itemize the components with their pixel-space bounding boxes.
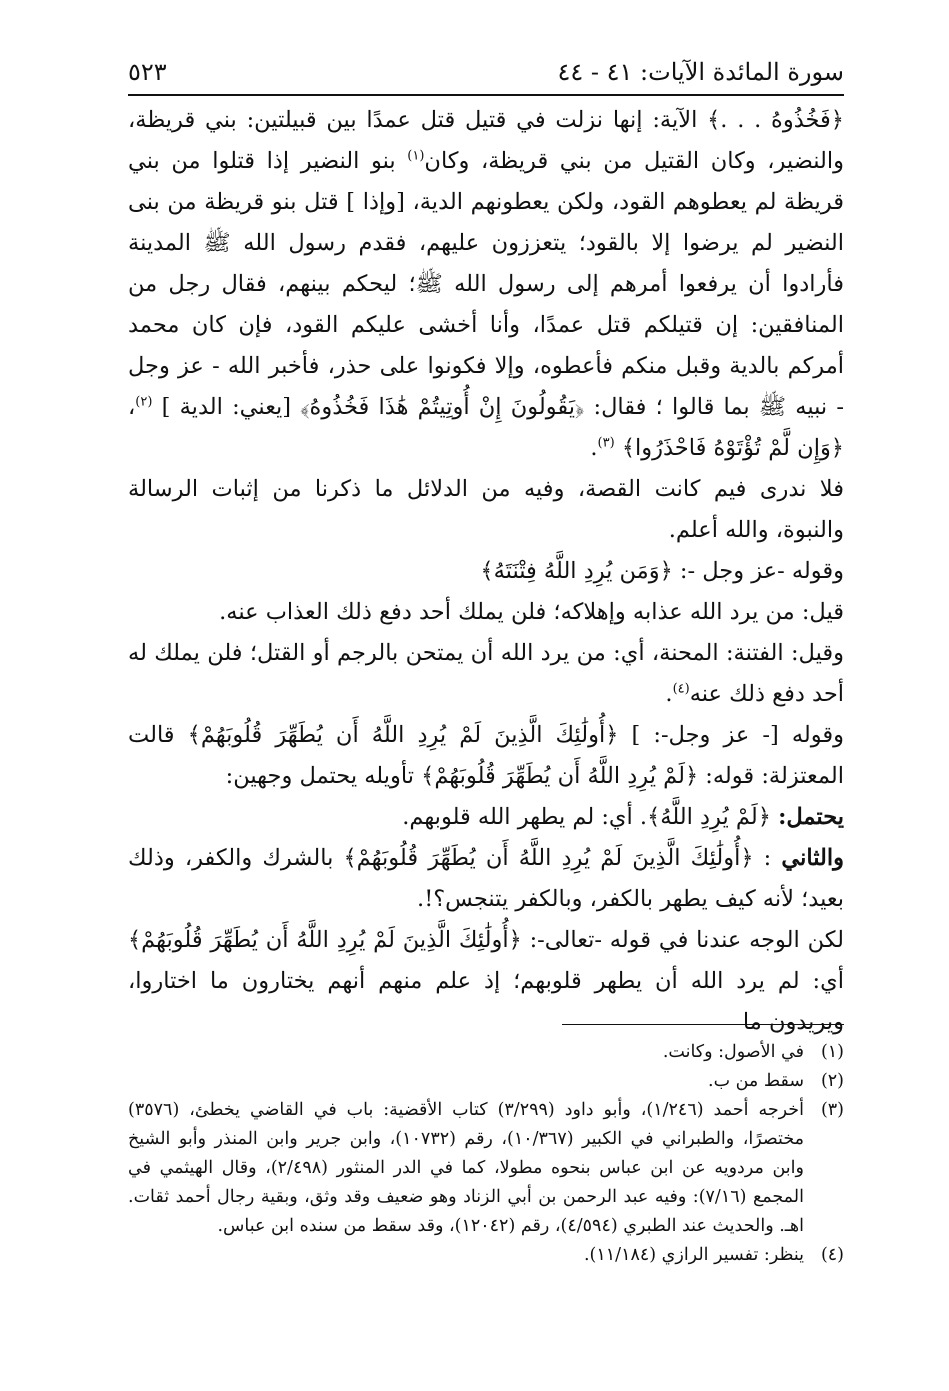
footnote — [128, 1067, 844, 1096]
paragraph: فلا ندرى فيم كانت القصة، وفيه من الدلائل ما ذكرنا من إثبات الرسالة والنبوة، والله أعلم. — [128, 476, 844, 543]
footnote-ref: (٤) — [672, 681, 690, 697]
running-title: سورة المائدة الآيات: ٤١ - ٤٤ — [557, 58, 844, 86]
lead-word: والثاني — [781, 845, 844, 871]
footnote-ref: (٢) — [135, 394, 153, 410]
footnotes — [128, 1038, 844, 1270]
lead-word: يحتمل: — [778, 804, 844, 830]
footnote-ref: (٣) — [597, 435, 615, 451]
footnote-number: (٣) — [820, 1100, 844, 1120]
footnote — [128, 1096, 844, 1241]
paragraph: يحتمل: ﴿لَمْ يُرِدِ اللَّهُ﴾. أي: لم يطهر الله قلوبهم. — [402, 804, 844, 830]
paragraph: وقوله -عز وجل -: ﴿وَمَن يُرِدِ اللَّهُ فِتْنَتَهُ﴾ — [480, 558, 844, 584]
footnote-text: في الأصول: وكانت. — [662, 1042, 804, 1062]
main-text — [128, 100, 844, 1043]
footnote-text: ينظر: تفسير الرازي (١١/١٨٤). — [583, 1245, 804, 1265]
footnote-ref: (١) — [407, 148, 425, 164]
paragraph: والثاني : ﴿أُولَٰئِكَ الَّذِينَ لَمْ يُرِدِ اللَّهُ أَن يُطَهِّرَ قُلُوبَهُمْ﴾ بالشرك والكفر، وذلك بعيد؛ لأنه كيف يطهر بالكفر، وبالكفر يتنجس؟!. — [128, 845, 844, 912]
footnote — [128, 1038, 844, 1067]
footnote-separator — [562, 1024, 844, 1025]
footnote — [128, 1241, 844, 1270]
footnote-number: (٢) — [820, 1071, 844, 1091]
paragraph: ﴿فَخُذُوهُ . . .﴾ الآية: إنها نزلت في قتيل قتل عمدًا بين قبيلتين: بني قريظة، والنضير، وكان القتيل من بني قريظة، وكان$^{(١)}$ بنو النضير إذا قتلوا من بني قريظة لم يعطوهم القود، ولكن يعطونهم الدية، [وإذا ] قتل بنو قريظة من بنى النضير لم يرضوا إلا بالقود؛ يتعززون عليهم، فقدم رسول الله ﷺ المدينة فأرادوا أن يرفعوا أمرهم إلى رسول الله ﷺ؛ ليحكم بينهم، فقال رجل من المنافقين: إن قتيلكم قتل عمدًا، وأنا أخشى عليكم القود، فإن كان محمد أمركم بالدية وقبل منكم فأعطوه، وإلا فكونوا على حذر، فأخبر الله - عز وجل - نبيه ﷺ بما قالوا ؛ فقال: ﴿يَقُولُونَ إِنْ أُوتِيتُمْ هَٰذَا فَخُذُوهُ﴾ [يعني: الدية ] $^{(٢)}$، ﴿وَإِن لَّمْ تُؤْتَوْهُ فَاحْذَرُوا﴾ $^{(٣)}$. — [128, 107, 845, 461]
paragraph: وقوله [- عز وجل-: ] ﴿أُولَٰئِكَ الَّذِينَ لَمْ يُرِدِ اللَّهُ أَن يُطَهِّرَ قُلُوبَهُمْ﴾ قالت المعتزلة: قوله: ﴿لَمْ يُرِدِ اللَّهُ أَن يُطَهِّرَ قُلُوبَهُمْ﴾ تأويله يحتمل وجهين: — [128, 722, 844, 789]
footnote-number: (٤) — [820, 1245, 844, 1265]
footnote-text: سقط من ب. — [708, 1071, 804, 1091]
paragraph: لكن الوجه عندنا في قوله -تعالى-: ﴿أُولَٰئِكَ الَّذِينَ لَمْ يُرِدِ اللَّهُ أَن يُطَهِّرَ قُلُوبَهُمْ﴾ أي: لم يرد الله أن يطهر قلوبهم؛ إذ علم منهم أنهم يختارون ما اختاروا، ويريدون ما — [128, 927, 844, 1035]
page-header — [128, 50, 844, 96]
footnote-text: أخرجه أحمد (١/٢٤٦)، وأبو داود (٣/٢٩٩) كتاب الأقضية: باب في القاضي يخطئ، (٣٥٧٦) مختصرًا، والطبراني في الكبير (١٠/٣٦٧)، رقم (١٠٧٣٢)، وابن جرير وابن المنذر وأبو الشيخ وابن مردويه عن ابن عباس بنحوه مطولا، كما في الدر المنثور (٢/٤٩٨)، وقال الهيثمي في المجمع (٧/١٦): وفيه عبد الرحمن بن أبي الزناد وهو ضعيف وقد وثق، وبقية رجال أحمد ثقات. اهـ. والحديث عند الطبري (٤/٥٩٤)، رقم (١٢٠٤٢)، وقد سقط من سنده ابن عباس. — [128, 1100, 804, 1236]
page-number: ٥٢٣ — [128, 58, 167, 86]
paragraph: وقيل: الفتنة: المحنة، أي: من يرد الله أن يمتحن بالرجم أو القتل؛ فلن يملك له أحد دفع ذلك عنه$^{(٤)}$. — [128, 640, 844, 707]
footnote-number: (١) — [820, 1042, 844, 1062]
paragraph: قيل: من يرد الله عذابه وإهلاكه؛ فلن يملك أحد دفع ذلك العذاب عنه. — [219, 599, 844, 625]
